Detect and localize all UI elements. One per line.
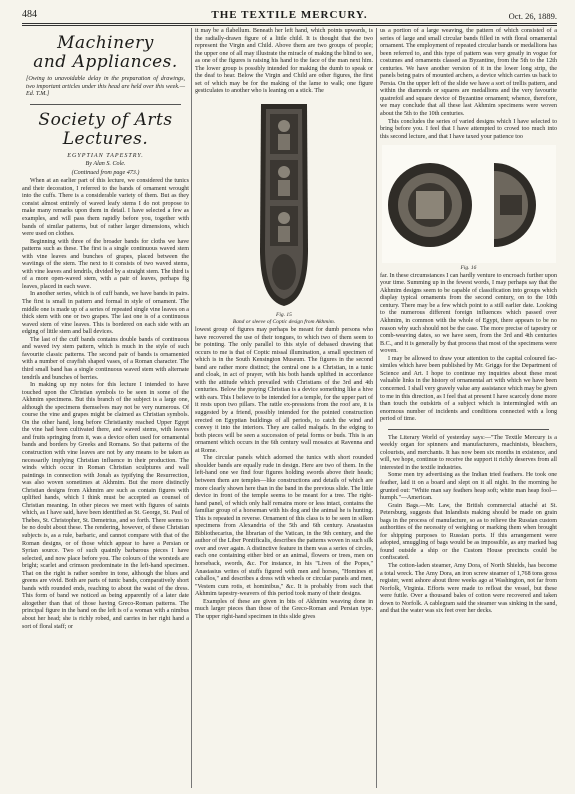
- figure-caption: Fig. 15: [276, 311, 292, 318]
- heading-line: Lectures.: [62, 128, 149, 149]
- divider: [30, 104, 181, 105]
- editor-note: [Owing to unavoidable delay in the preparation of drawings, two important articles under this head are held over this week.—Ed. T.M.]: [26, 76, 185, 98]
- continued-note: (Continued from page 473.): [71, 169, 140, 176]
- paragraph: The last of the cuff bands contains double bands of continuous and waved ivy stem pattern, which is much in the style of such favourite classic patterns. The second pair of bands is ornamented with a number of crayfish shaped vases, of a Roman character. The third small band has a single continuous waved stem with alternate tendrils and bunches of berries.: [22, 336, 189, 381]
- paragraph: lowest group of figures may perhaps be meant for dumb persons who have recovered the use of their tongues, to which two of them seem to be pointing. The only parallel to this style of debased drawing that occurs to me is that of Coptic missal illumination, a small specimen of which is in the South Kensington Museum. The figures in the second band are rather more distinct; the central one is a Christian, in a tunic and cloak, in act of prayer, with his both hands uplifted in accordance with the attitude which prevailed with Christians of the 3rd and 4th centuries. Below the praying Christian is a device something like a hive with ears. This I believe to be intended for a temple, for the upper part of it rests upon two pillars. The rattle ex-pressions from the roof are, it is suggested by a friend, possibly intended for the pointed construction erected on Egyptian buildings of all periods, to catch the wind and convey it into the interiors. They are called malqafs. In the edging to both pieces will be seen a succession of petal forms or buds. This is an ornament which occurs in the 6th century wall mosaics at Ravenna and at Rome.: [195, 327, 373, 454]
- paragraph: us a portion of a large weaving, the pattern of which consisted of a series of large and small circular bands filled in with floral ornamental ornament. The employment of repeated circular bands or medallions has been referred to, and this type of pattern was very greatly in vogue for costumes and ornaments classed as Byzantine, from the 5th to the 12th centuries. We have another version of it in the lower long strip, the panels being pairs of mounted archers, a device which carries us back to Persia. On the upper left of the slide we have a sort of trellis pattern, and within the diamonds or squares are medallions and the very favourite quatrefoil and square device of Byzantine ornament; whence, therefore, we may conclude that all these last Akhmim specimens were woven about the 5th to the 10th centuries.: [380, 28, 557, 118]
- figure-description: Band or sleeve of Coptic design from Akhmim.: [232, 319, 336, 326]
- figure-16: [382, 145, 556, 263]
- header-rule-2: [22, 25, 557, 26]
- article-title: EGYPTIAN TAPESTRY.: [67, 152, 144, 159]
- paragraph: In another series, which is of cuff bands, we have bands in pairs. The first is small in pattern and formal in style of ornament. The middle one is made up of a series of repeated single vine leaves on a thick stem with one or two grapes. The last one is of a continuous waved stem of vine leaves. This is bordered on each side with an edging of little stem and ball devices.: [22, 291, 189, 336]
- news-item: The Literary World of yesterday says:—"The Textile Mercury is a weekly organ for spinners and manufacturers, machinists, bleachers, colourists, and merchants. It has now been six months in existence, and will, we hope, continue to receive the support it richly deserves from all interested in the textile industries.: [380, 434, 557, 471]
- circular-panels-image: [382, 145, 556, 263]
- header-rule: [22, 23, 557, 24]
- article-byline: By Alan S. Cole.: [85, 161, 126, 168]
- figure-15: [253, 100, 315, 310]
- tapestry-band-image: [253, 100, 315, 310]
- page-header: [22, 9, 557, 23]
- heading-line: Society of Arts: [38, 109, 173, 130]
- figure-caption: Fig. 16: [460, 265, 477, 272]
- divider: [388, 429, 549, 430]
- heading-line: and Appliances.: [33, 52, 178, 72]
- column-1: [22, 28, 189, 631]
- paragraph: far. In these circumstances I can hardly venture to encroach further upon your time. Summing up in the fewest words, I may perhaps say that the Akhmim designs seem to be capable of classification into groups which display typical ornaments from the second century, on to the 10th century. There may be a few which point to a still earlier date. Looking to the numerous different foreign influences which passed over Akhmim, in common with the whole of Egypt, there appears to be no reason why such should not be the case. The more precise of tapestry or comb-weaving dates, so we have seen, from the 3rd and 4th centuries B.C., and it is generally by that process that most of the specimens were woven.: [380, 272, 557, 355]
- paragraph: In making up my notes for this lecture I intended to have touched upon the Christian symbols to be seen in some of the Akhmim specimens. But this branch of the subject is a large one, although the specimens themselves may not be very numerous. Of course the vine and grapes might be claimed as Christian symbols. On the other hand, long before Christianity reached Upper Egypt the vine had been cultivated there, and waved stems, with leaves and fruits springing from it, was a device often used for ornamental bands and borders by Greeks and Romans. So that patterns of the construction with vine leaves are not by any means to be taken as necessarily implying Christian influence in their production. The winds which occur in Roman Christian sculptures and wall paintings in connection with Jonah as typifying the Resurrection, was also woven sometimes at Akhmim. But the more distinctly Christian designs from Akhmim are such as contain figures with uplifted hands, which I think must be accepted as counsel of Christian meaning. In other pieces we meet with figures of saints which, as I have said, have been identified as St. George, St. Paul of Thebes, St. Christopher, St. Demetrius, and so forth. There seems to be no doubt about these. The rendering, however, of these Christian subjects is, as a rule, barbaric, and cannot compare with that of the Roman designs, or of those which appear to have a Persian or Syrian source. Two of such quaintly barbarous pieces I have selected, and now place before you. The colours of the worsteds are bright; scarlet and crimson predominate in the left-hand specimen. That on the right is rather sombre in tone, although the blues and greens are vivid. Both are parts of tunic bands, comparatively short bands with rounded ends, reaching to about the waist of the dress. This form of band we noticed as being apparently of a later date altogether than that of those having Greco-Roman patterns. The principal figure in the band on the left is of a woman with a nimbus about her head; she is richly robed, and carries in her right hand a sort of floral staff; or: [22, 382, 189, 630]
- news-item: Grain Bags.—Mr. Law, the British commercial attaché at St. Petersburg, suggests that Inlandists making should be made on grain bags in the process of manufacture, so as to relieve the Russian custom authorities of the necessity of weighing or marking them when brought for shipping purposes to Russian ports. If this arrangement were adopted, smuggling of bags would be as impossible, as any marked bag found outside a ship or the Custom House precincts could be confiscated.: [380, 502, 557, 562]
- column-2: [195, 28, 373, 621]
- column-divider-1: [191, 28, 192, 788]
- heading-line: Machinery: [57, 33, 154, 53]
- column-3: [380, 28, 557, 616]
- news-item: The cotton-laden steamer, Amy Dora, of North Shields, has become a total wreck. The Amy Dora, an iron screw steamer of 1,768 tons gross register, went ashore about three weeks ago at Washington, not far from Norfolk, Virginia. Efforts were made to refloat the vessel, but these were futile. Over a thousand bales of cotton were recovered and taken down to Norfolk. A cablegram said the steamer was sinking in the sand, and that the water was six feet over her decks.: [380, 562, 557, 615]
- paragraph: This concludes the series of varied designs which I have selected to bring before you. I feel that I have attempted to crowd too much into this second lecture, and that I have taxed your patience too: [380, 118, 557, 140]
- paragraph: When at an earlier part of this lecture, we considered the tunics and their decoration, I referred to the bands of ornament wrought into the cuffs. There is a considerable variety of them. But as they consist almost entirely of waved leafy stems I do not propose to make many remarks upon them in detail. I have selected a few as examples, and will pass them rapidly before you, together with bands of similar patterns, but of rather larger dimensions, which were used on clothes.: [22, 178, 189, 238]
- section-heading-society: [22, 111, 189, 149]
- page-number: 484: [22, 9, 37, 20]
- section-heading-machinery: [22, 34, 189, 72]
- news-item: Some men try advertising as the Indian tried feathers. He took one feather, laid it on a board and slept on it all night. In the morning he grunted out: "White man say feathers heap soft; white man heap fool—humph."—American.: [380, 472, 557, 502]
- paragraph: it may be a flabellum. Beneath her left hand, which points upwards, is the radially-drawn figure of a little child. It is thought that the two represent the Virgin and Child. Above them are two groups of people; the upper one of all may illustrate the miracle of making the blind to see, as one of the figures is raising his hand to the face of the man next him. The lower group is possibly intended for making the dumb to speak or the deaf to hear. Below the Virgin and Child are other figures, the first set of which may be for the making of the lame to walk; one figure gesticulates to another who is leaning on a stick. The: [195, 28, 373, 95]
- paragraph: I may be allowed to draw your attention to the capital coloured fac-similes which have been published by Mr. Griggs for the Department of Science and Art. I hope to continue my inquiries about these most valuable links in the history of ornamental art with which we have been concerned. I shall very gravely value any assistance which may be given to me in this direction, as I feel that at present I have scarcely done more than touch the outskirts of a subject which is intermingled with an enormous number of incidents and conditions connected with a long period of time.: [380, 355, 557, 423]
- paragraph: The circular panels which adorned the tunics with short rounded shoulder bands are equally rude in design. Here are two of them. In the left-hand one we find four figures holding swords above their heads; between them are temples—like constructions and details of which are more clearly shown here than in the band in the previous slide. The little device in front of the temple seems to be meant for a tree. The right-hand panel, of which only half remains more or less intact, contains the familiar group of a horseman with his dog and the animal he is hunting. This is repeated in reverse. Ornament of this class is to be seen in silken specimens from Alexandria of the 5th and 6th century. Anastasius Bibliothecarius, the librarian of the Vatican, in the 9th century, and the author of the Liber Pontificalis, describes the patterns woven in such silk over and over again. A distinctive feature in them was a series of circles, each one containing either bird or an animal, flowers or trees, men on horseback, swords, &c. For instance, in his "Lives of the Popes," Anastasius writes of stuffs figured with men and horses, "Homines et caballos," and describes a dress with wheels or circular panels and men, "Vestem cum rotis, et hominibus," &c. It is probably from such that Akhmim tapestry-weavers of this period took many of their designs.: [195, 455, 373, 598]
- paragraph: Examples of these are given in bits of Akhmim weaving done in much larger pieces than those of the Greco-Roman and Persian type. The upper right-hand specimen in this slide gives: [195, 598, 373, 620]
- newspaper-title: THE TEXTILE MERCURY.: [211, 9, 368, 21]
- issue-date: Oct. 26, 1889.: [508, 11, 557, 21]
- paragraph: Beginning with three of the broader bands for cloths we have patterns such as these. The first is a single continuous waved stem with vine leaves and bunches of grapes, placed between the waviings of the stem. The next to it consists of two waved stems, with vine leaves and tendrils, divided by a straight stem. The third is of a more open-waved stem, with a pair of leaves, perhaps fig leaves, placed in each wave.: [22, 238, 189, 290]
- column-divider-2: [376, 28, 377, 788]
